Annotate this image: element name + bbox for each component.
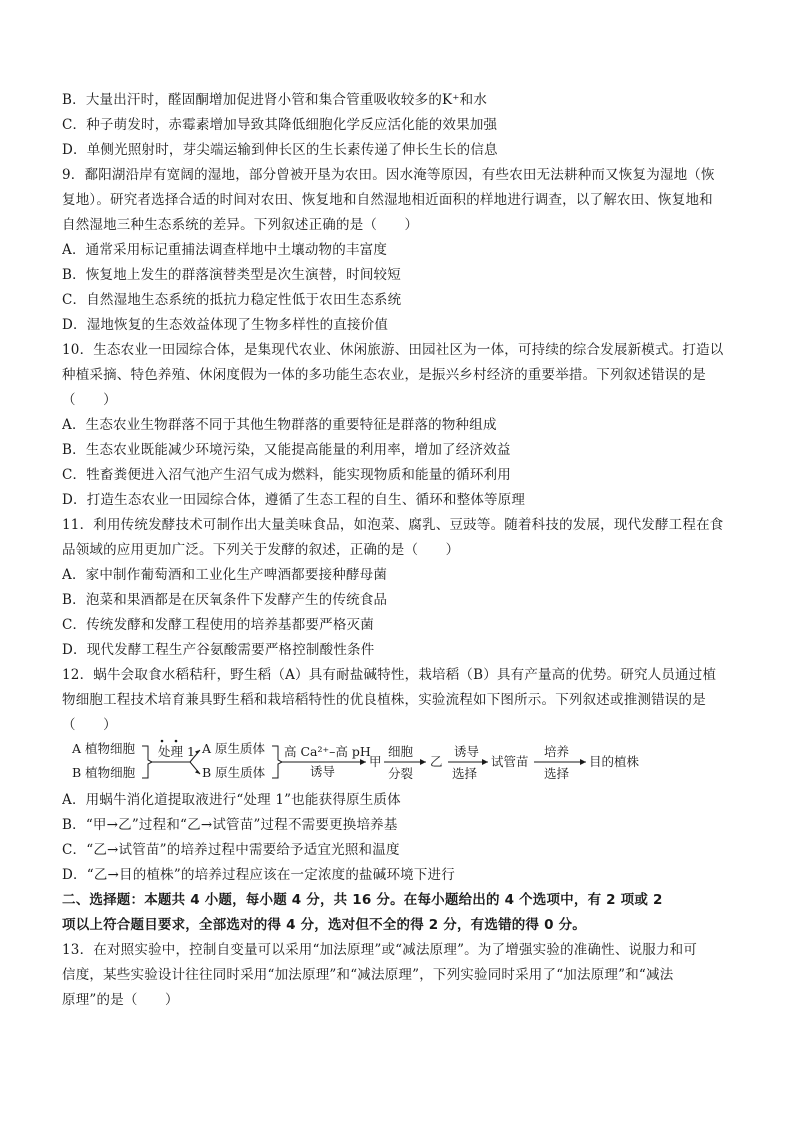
culture-label: 培养: [544, 744, 570, 759]
q10-stem-line-1: 10．生态农业一田园综合体，是集现代农业、休闲旅游、田园社区为一体，可持续的综合发展新模式。打造以: [62, 342, 724, 358]
q12-option-c: C．“乙→试管苗”的培养过程中需要给予适宜光照和温度: [62, 842, 400, 858]
q9-stem-line-3: 自然湿地三种生态系统的差异。下列叙述正确的是（ ）: [62, 217, 419, 233]
induce-label-1: 诱导: [310, 764, 336, 779]
q12-option-b: B．“甲→乙”过程和“乙→试管苗”过程不需要更换培养基: [62, 817, 398, 833]
q12-option-d: D．“乙→目的植株”的培养过程应该在一定浓度的盐碱环境下进行: [62, 867, 455, 883]
left-brace: [142, 746, 152, 778]
q13-stem-line-2: 信度，某些实验设计往往同时采用“加法原理”和“减法原理”，下列实验同时采用了“加法原理”和“减法: [62, 967, 674, 983]
arrowhead: [580, 759, 586, 765]
q10-option-d: D．打造生态农业一田园综合体，遵循了生态工程的自生、循环和整体等原理: [62, 492, 526, 508]
divide-label: 分裂: [388, 766, 414, 781]
q9-stem-line-2: 复地）。研究者选择合适的时间对农田、恢复地和自然湿地相近面积的样地进行调查，以了解农田、恢复地和: [62, 192, 713, 208]
section2-heading-line-2: 项以上符合题目要求，全部选对的得 4 分，选对但不全的得 2 分，有选错的得 0 分。: [62, 917, 586, 933]
q12-flow-diagram: [62, 738, 734, 786]
q11-option-b: B．泡菜和果酒都是在厌氧条件下发酵产生的传统食品: [62, 592, 388, 608]
q10-stem-line-3: （ ）: [62, 392, 117, 408]
select-label-2: 选择: [544, 766, 570, 781]
q8-option-d: D．单侧光照射时，芽尖端运输到伸长区的生长素传递了伸长生长的信息: [62, 142, 498, 158]
emphasis-dot: [161, 740, 164, 743]
q9-option-a: A．通常采用标记重捕法调查样地中土壤动物的丰富度: [62, 242, 388, 258]
q12-stem-line-3: （ ）: [62, 717, 117, 733]
q10-option-a: A．生态农业生物群落不同于其他生物群落的重要特征是群落的物种组成: [62, 417, 497, 433]
q10-stem-line-2: 种植采摘、特色养殖、休闲度假为一体的多功能生态农业，是振兴乡村经济的重要举措。下列叙述错误的是: [62, 367, 706, 383]
q11-option-d: D．现代发酵工程生产谷氨酸需要严格控制酸性条件: [62, 642, 375, 658]
select-label-1: 选择: [452, 766, 478, 781]
target-plant-label: 目的植株: [589, 754, 640, 769]
q8-option-c: C．种子萌发时，赤霉素增加导致其降低细胞化学反应活化能的效果加强: [62, 117, 498, 133]
q12-stem-line-1: 12．蜗牛会取食水稻秸秆，野生稻（A）具有耐盐碱特性，栽培稻（B）具有产量高的优势。研究人员通过植: [62, 667, 717, 683]
q11-option-c: C．传统发酵和发酵工程使用的培养基都要严格灭菌: [62, 617, 374, 633]
a-protoplast-label: A 原生质体: [202, 741, 266, 756]
seedling-label: 试管苗: [491, 754, 529, 769]
q9-option-b: B．恢复地上发生的群落演替类型是次生演替，时间较短: [62, 267, 401, 283]
b-cell-label: B 植物细胞: [72, 765, 136, 780]
arrowhead: [420, 759, 426, 765]
yi-label: 乙: [430, 754, 443, 769]
q12-option-a: A．用蜗牛消化道提取液进行“处理 1”也能获得原生质体: [62, 792, 401, 808]
q12-stem-line-2: 物细胞工程技术培育兼具野生稻和栽培稻特性的优良植株，实验流程如下图所示。下列叙述或推测错误的是: [62, 692, 706, 708]
q10-option-b: B．生态农业既能减少环境污染，又能提高能量的利用率，增加了经济效益: [62, 442, 511, 458]
arrowhead: [195, 770, 200, 774]
treat-label: 处理 1: [158, 744, 195, 759]
emphasis-dot: [175, 740, 178, 743]
q11-stem-line-1: 11．利用传统发酵技术可制作出大量美味食品，如泡菜、腐乳、豆豉等。随着科技的发展，现代发酵工程在食: [62, 517, 724, 533]
q9-option-c: C．自然湿地生态系统的抵抗力稳定性低于农田生态系统: [62, 292, 402, 308]
q9-option-d: D．湿地恢复的生态效益体现了生物多样性的直接价值: [62, 317, 389, 333]
q10-option-c: C．牲畜粪便进入沼气池产生沼气成为燃料，能实现物质和能量的循环利用: [62, 467, 511, 483]
q11-option-a: A．家中制作葡萄酒和工业化生产啤酒都要接种酵母菌: [62, 567, 388, 583]
high-ca-ph-label: 高 Ca²⁺–高 pH: [284, 744, 371, 759]
q9-stem-line-1: 9．鄱阳湖沿岸有宽阔的湿地，部分曾被开垦为农田。因水淹等原因，有些农田无法耕种而又恢复为湿地（恢: [62, 167, 715, 183]
q13-stem-line-1: 13．在对照实验中，控制自变量可以采用“加法原理”或“减法原理”。为了增强实验的准确性、说服力和可: [62, 942, 698, 958]
q8-option-b: B．大量出汗时，醛固酮增加促进肾小管和集合管重吸收较多的K⁺和水: [62, 92, 488, 108]
arrowhead: [360, 759, 366, 765]
b-protoplast-label: B 原生质体: [202, 765, 266, 780]
section2-heading-line-1: 二、选择题：本题共 4 小题，每小题 4 分，共 16 分。在每小题给出的 4 个选项中，有 2 项或 2: [62, 892, 663, 908]
q13-stem-line-3: 原理”的是（ ）: [62, 992, 179, 1008]
cell-label: 细胞: [388, 744, 414, 759]
jia-label: 甲: [369, 754, 382, 769]
a-cell-label: A 植物细胞: [72, 741, 136, 756]
arrowhead: [482, 759, 488, 765]
right-brace: [272, 746, 282, 778]
induce-label-2: 诱导: [454, 744, 480, 759]
q11-stem-line-2: 品领域的应用更加广泛。下列关于发酵的叙述，正确的是（ ）: [62, 542, 460, 558]
arrowhead: [195, 750, 200, 754]
exam-page: [62, 88, 734, 1013]
